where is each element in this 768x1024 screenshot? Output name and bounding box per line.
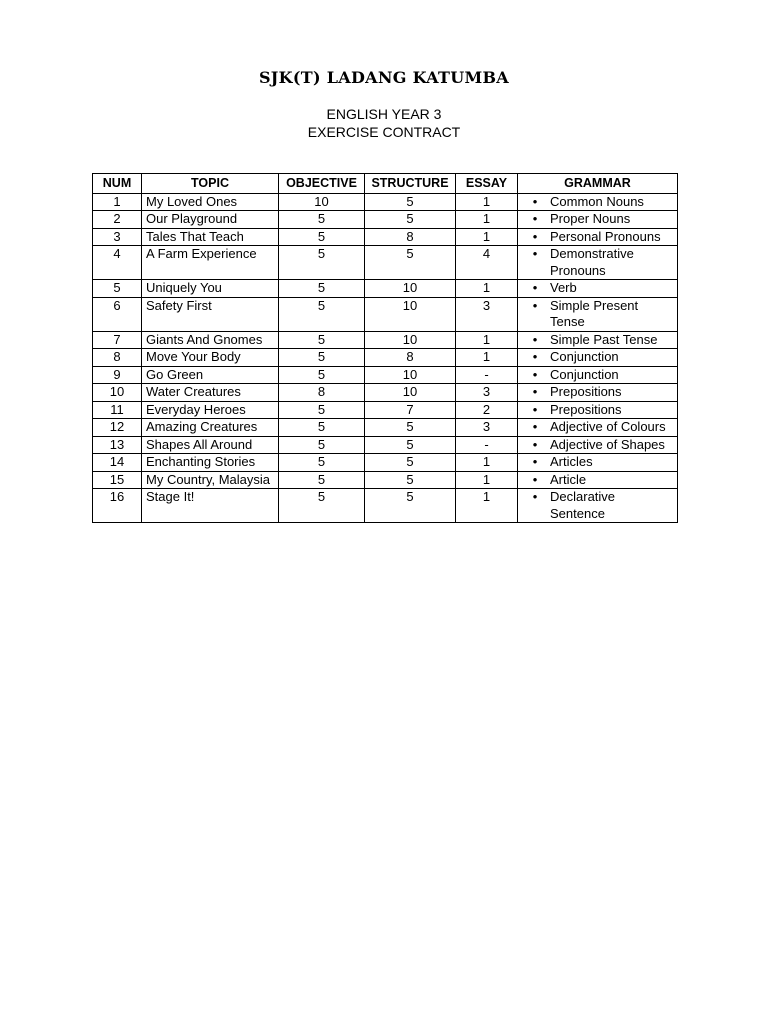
school-name: SJK(T) LADANG KATUMBA	[258, 68, 510, 87]
bullet-icon: •	[532, 193, 538, 209]
row-objective-cell: 5	[279, 280, 365, 298]
row-grammar-cell	[518, 489, 678, 523]
row-grammar-cell	[518, 401, 678, 419]
bullet-icon: •	[532, 401, 538, 417]
row-topic-cell: Our Playground	[142, 211, 279, 229]
row-essay-cell: 3	[456, 297, 518, 331]
bullet-icon: •	[532, 228, 538, 244]
table-row	[93, 489, 678, 523]
row-structure-cell: 5	[365, 419, 456, 437]
table-row	[93, 246, 678, 280]
row-num-cell: 14	[93, 454, 142, 472]
row-num-cell: 6	[93, 297, 142, 331]
row-num-cell: 10	[93, 384, 142, 402]
row-grammar-cell	[518, 471, 678, 489]
row-topic-cell: Go Green	[142, 366, 279, 384]
row-objective-cell: 5	[279, 366, 365, 384]
row-objective-cell: 5	[279, 246, 365, 280]
grammar-text: Conjunction	[550, 366, 619, 382]
row-objective-cell: 10	[279, 193, 365, 211]
row-topic-cell: Move Your Body	[142, 349, 279, 367]
row-num-cell: 3	[93, 228, 142, 246]
column-header-num: NUM	[93, 174, 142, 194]
row-num-cell: 4	[93, 246, 142, 280]
subject-line: ENGLISH YEAR 3	[326, 106, 442, 122]
grammar-text: Prepositions	[550, 384, 622, 399]
row-num-cell: 5	[93, 280, 142, 298]
grammar-text: Simple Present Tense	[550, 297, 639, 329]
table-row	[93, 401, 678, 419]
column-header-grammar: GRAMMAR	[518, 174, 678, 194]
row-essay-cell: 2	[456, 401, 518, 419]
row-num-cell: 8	[93, 349, 142, 367]
row-num-cell: 1	[93, 193, 142, 211]
row-structure-cell: 5	[365, 471, 456, 489]
row-objective-cell: 5	[279, 436, 365, 454]
table-row	[93, 280, 678, 298]
row-essay-cell: 1	[456, 228, 518, 246]
row-objective-cell: 5	[279, 331, 365, 349]
row-essay-cell: 1	[456, 471, 518, 489]
table-row	[93, 384, 678, 402]
table-row	[93, 471, 678, 489]
row-objective-cell: 5	[279, 211, 365, 229]
row-structure-cell: 10	[365, 280, 456, 298]
row-topic-cell: My Loved Ones	[142, 193, 279, 211]
row-grammar-cell	[518, 246, 678, 280]
row-num-cell: 11	[93, 401, 142, 419]
row-num-cell: 9	[93, 366, 142, 384]
bullet-icon: •	[532, 471, 538, 487]
table-row	[93, 228, 678, 246]
row-topic-cell: My Country, Malaysia	[142, 471, 279, 489]
row-essay-cell: 3	[456, 384, 518, 402]
row-essay-cell: 1	[456, 349, 518, 367]
bullet-icon: •	[532, 454, 538, 469]
grammar-text: Verb	[550, 280, 577, 295]
row-essay-cell: 4	[456, 246, 518, 280]
grammar-text: Articles	[550, 454, 593, 469]
grammar-text: Article	[550, 471, 587, 487]
table-row	[93, 193, 678, 211]
row-structure-cell: 10	[365, 366, 456, 384]
row-num-cell: 13	[93, 436, 142, 454]
exercise-contract-table	[92, 173, 678, 523]
row-structure-cell: 8	[365, 228, 456, 246]
row-structure-cell: 5	[365, 489, 456, 523]
table-row	[93, 454, 678, 472]
row-structure-cell: 5	[365, 454, 456, 472]
row-topic-cell: Everyday Heroes	[142, 401, 279, 419]
row-grammar-cell	[518, 331, 678, 349]
bullet-icon: •	[532, 211, 538, 226]
bullet-icon: •	[532, 349, 538, 364]
column-header-structure: STRUCTURE	[365, 174, 456, 194]
bullet-icon: •	[532, 280, 538, 295]
table-row	[93, 211, 678, 229]
row-topic-cell: Enchanting Stories	[142, 454, 279, 472]
grammar-text: Conjunction	[550, 349, 619, 364]
row-essay-cell: 1	[456, 280, 518, 298]
row-essay-cell: 1	[456, 193, 518, 211]
grammar-text: Adjective of Colours	[550, 419, 666, 434]
column-header-essay: ESSAY	[456, 174, 518, 194]
row-num-cell: 7	[93, 331, 142, 349]
row-essay-cell: 1	[456, 454, 518, 472]
bullet-icon: •	[532, 246, 538, 261]
row-structure-cell: 5	[365, 436, 456, 454]
bullet-icon: •	[532, 297, 538, 313]
row-topic-cell: Shapes All Around	[142, 436, 279, 454]
row-topic-cell: A Farm Experience	[142, 246, 279, 280]
row-essay-cell: -	[456, 366, 518, 384]
table-row	[93, 331, 678, 349]
row-num-cell: 12	[93, 419, 142, 437]
row-structure-cell: 5	[365, 193, 456, 211]
row-objective-cell: 5	[279, 454, 365, 472]
row-objective-cell: 5	[279, 471, 365, 489]
row-grammar-cell	[518, 297, 678, 331]
row-essay-cell: 1	[456, 331, 518, 349]
bullet-icon: •	[532, 331, 538, 347]
grammar-text: Prepositions	[550, 401, 622, 417]
table-body	[93, 193, 678, 523]
grammar-text: Simple Past Tense	[550, 331, 658, 347]
row-objective-cell: 5	[279, 401, 365, 419]
row-grammar-cell	[518, 419, 678, 437]
row-topic-cell: Stage It!	[142, 489, 279, 523]
row-topic-cell: Safety First	[142, 297, 279, 331]
row-objective-cell: 5	[279, 419, 365, 437]
row-objective-cell: 8	[279, 384, 365, 402]
document-title: EXERCISE CONTRACT	[307, 124, 461, 140]
bullet-icon: •	[532, 436, 538, 452]
bullet-icon: •	[532, 366, 538, 382]
grammar-text: Personal Pronouns	[550, 228, 661, 244]
row-grammar-cell	[518, 211, 678, 229]
row-num-cell: 2	[93, 211, 142, 229]
row-structure-cell: 7	[365, 401, 456, 419]
bullet-icon: •	[532, 419, 538, 434]
row-essay-cell: 3	[456, 419, 518, 437]
grammar-text: Proper Nouns	[550, 211, 631, 226]
row-grammar-cell	[518, 193, 678, 211]
row-essay-cell: -	[456, 436, 518, 454]
row-topic-cell: Amazing Creatures	[142, 419, 279, 437]
column-header-objective: OBJECTIVE	[279, 174, 365, 194]
row-grammar-cell	[518, 349, 678, 367]
grammar-text: Common Nouns	[550, 193, 644, 209]
grammar-text: Adjective of Shapes	[550, 436, 665, 452]
row-topic-cell: Giants And Gnomes	[142, 331, 279, 349]
table-row	[93, 349, 678, 367]
row-structure-cell: 8	[365, 349, 456, 367]
table-row	[93, 366, 678, 384]
row-structure-cell: 10	[365, 384, 456, 402]
row-objective-cell: 5	[279, 228, 365, 246]
column-header-topic: TOPIC	[142, 174, 279, 194]
row-grammar-cell	[518, 228, 678, 246]
row-objective-cell: 5	[279, 349, 365, 367]
table-row	[93, 419, 678, 437]
table-header-row	[93, 174, 678, 194]
row-structure-cell: 5	[365, 246, 456, 280]
row-essay-cell: 1	[456, 489, 518, 523]
table-row	[93, 436, 678, 454]
row-essay-cell: 1	[456, 211, 518, 229]
bullet-icon: •	[532, 489, 538, 504]
row-topic-cell: Uniquely You	[142, 280, 279, 298]
row-num-cell: 16	[93, 489, 142, 523]
row-topic-cell: Tales That Teach	[142, 228, 279, 246]
row-objective-cell: 5	[279, 297, 365, 331]
bullet-icon: •	[532, 384, 538, 399]
row-objective-cell: 5	[279, 489, 365, 523]
row-grammar-cell	[518, 384, 678, 402]
row-grammar-cell	[518, 454, 678, 472]
row-grammar-cell	[518, 366, 678, 384]
grammar-text: Demonstrative Pronouns	[550, 246, 634, 278]
row-structure-cell: 10	[365, 297, 456, 331]
row-grammar-cell	[518, 436, 678, 454]
row-num-cell: 15	[93, 471, 142, 489]
row-grammar-cell	[518, 280, 678, 298]
row-topic-cell: Water Creatures	[142, 384, 279, 402]
table-row	[93, 297, 678, 331]
row-structure-cell: 5	[365, 211, 456, 229]
row-structure-cell: 10	[365, 331, 456, 349]
grammar-text: Declarative Sentence	[550, 489, 616, 521]
